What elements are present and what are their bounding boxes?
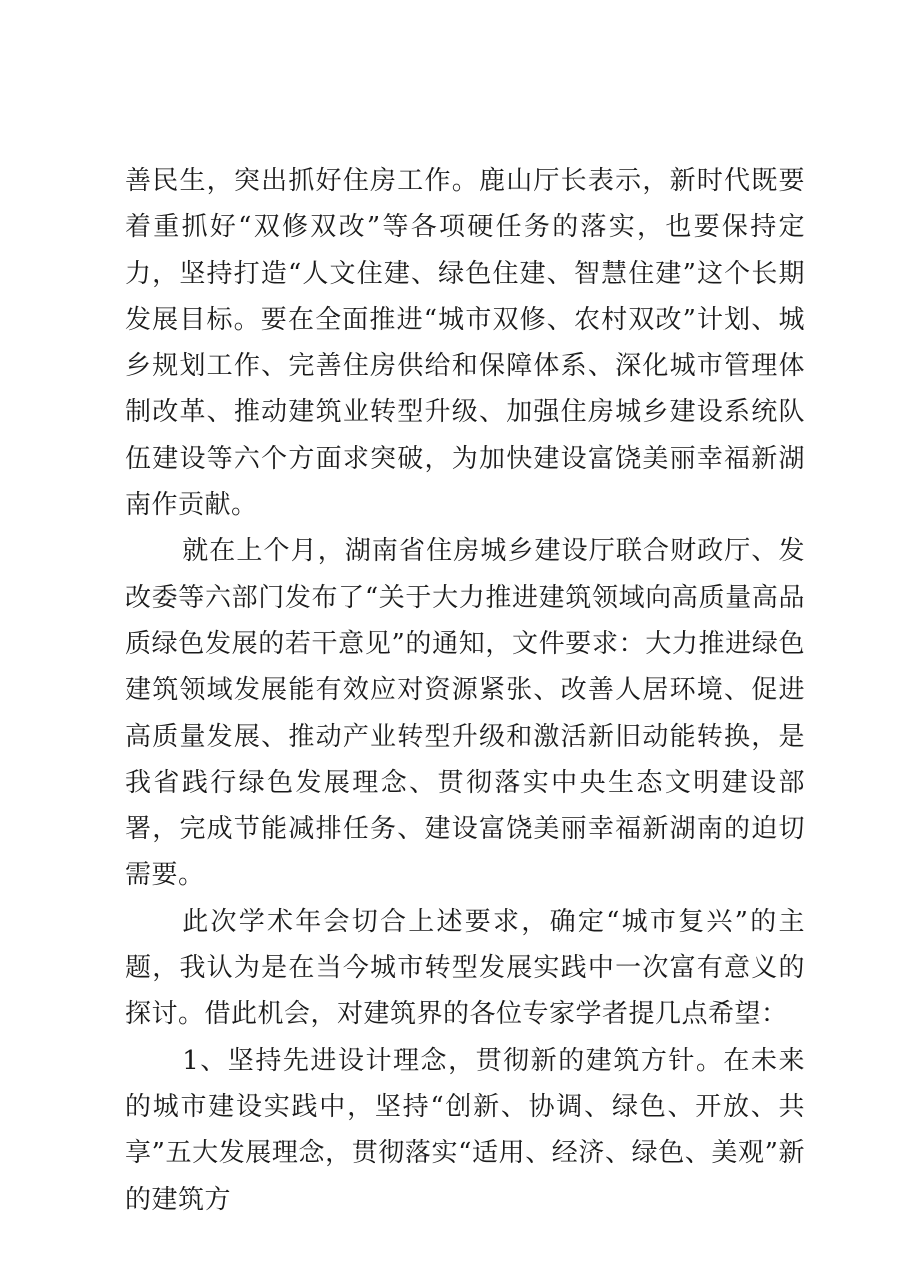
paragraph-3: 此次学术年会切合上述要求，确定“城市复兴”的主题，我认为是在当今城市转型发展实践中一次富有意义的探讨。借此机会，对建筑界的各位专家学者提几点希望： bbox=[125, 906, 805, 1030]
paragraph-1: 善民生，突出抓好住房工作。鹿山厅长表示，新时代既要着重抓好“双修双改”等各项硬任务的落实，也要保持定力，坚持打造“人文住建、绿色住建、智慧住建”这个长期发展目标。要在全面推进“城市双修、农村双改”计划、城乡规划工作、完善住房供给和保障体系、深化城市管理体制改革、推动建筑业转型升级、加强住房城乡建设系统队伍建设等六个方面求突破，为加快建设富饶美丽幸福新湖南作贡献。 bbox=[125, 166, 805, 521]
paragraph-2: 就在上个月，湖南省住房城乡建设厅联合财政厅、发改委等六部门发布了“关于大力推进建筑领域向高质量高品质绿色发展的若干意见”的通知，文件要求：大力推进绿色建筑领域发展能有效应对资源紧张、改善人居环境、促进高质量发展、推动产业转型升级和激活新旧动能转换，是我省践行绿色发展理念、贯彻落实中央生态文明建设部署，完成节能减排任务、建设富饶美丽幸福新湖南的迫切需要。 bbox=[125, 536, 805, 891]
document-body bbox=[125, 158, 805, 1223]
paragraph-4: 1、坚持先进设计理念，贯彻新的建筑方针。在未来的城市建设实践中，坚持“创新、协调、绿色、开放、共享”五大发展理念，贯彻落实“适用、经济、绿色、美观”新的建筑方 bbox=[125, 1045, 805, 1215]
